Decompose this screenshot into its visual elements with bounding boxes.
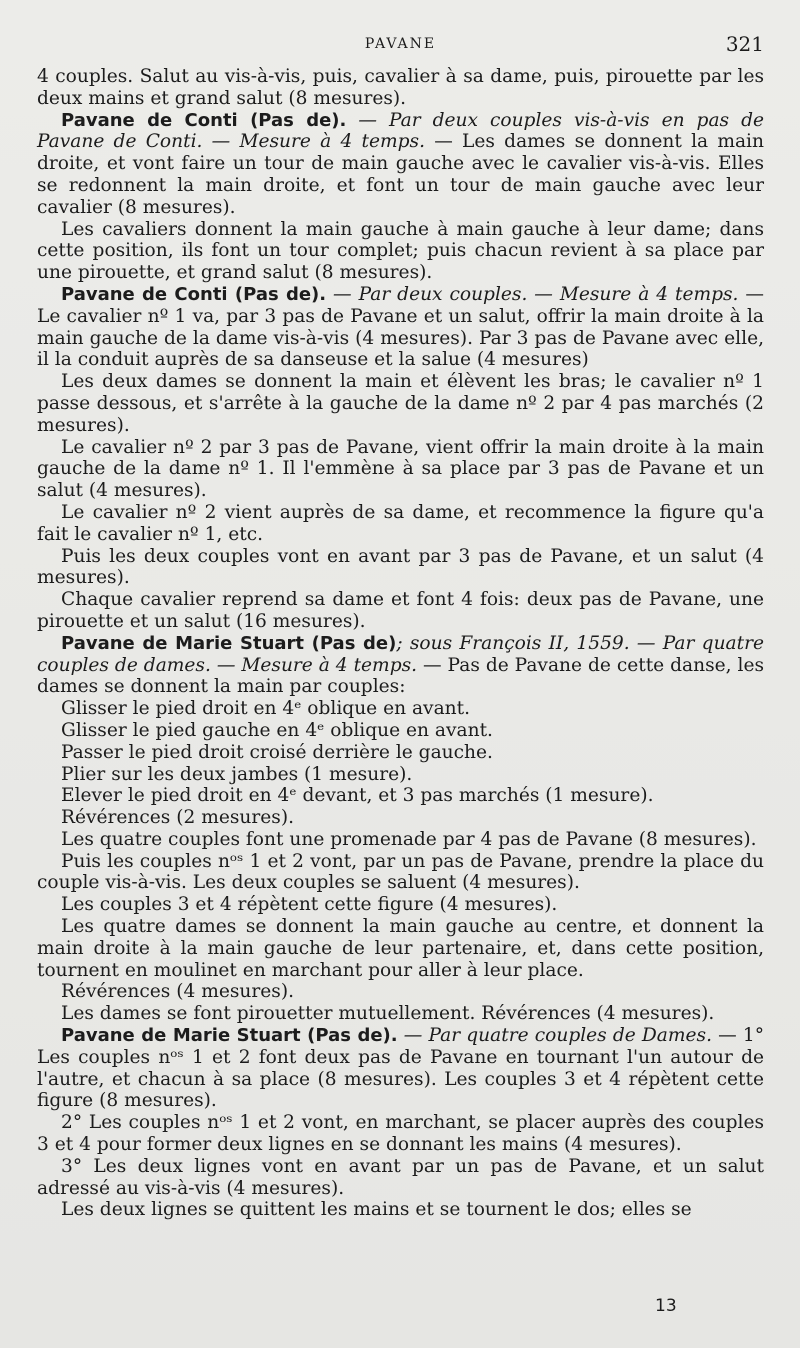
paragraph <box>37 894 764 916</box>
paragraph-text: Elever le pied droit en 4ᵉ devant, et 3 pas marchés (1 mesure). <box>61 785 654 807</box>
paragraph-continuation <box>37 66 764 110</box>
paragraph <box>37 589 764 633</box>
paragraph <box>37 851 764 895</box>
paragraph-text: Chaque cavalier reprend sa dame et font 4 fois: deux pas de Pavane, une pirouette et un salut (16 mesures). <box>37 589 764 632</box>
page-header <box>37 32 764 58</box>
paragraph-text: 4 couples. Salut au vis-à-vis, puis, cavalier à sa dame, puis, pirouette par les deux mains et grand salut (8 mesures). <box>37 66 764 109</box>
entry-title: Pavane de Marie Stuart (Pas de) <box>61 632 397 654</box>
entry-title: Pavane de Marie Stuart (Pas de). <box>61 1025 398 1047</box>
paragraph <box>37 1156 764 1200</box>
paragraph <box>37 764 764 786</box>
paragraph <box>37 720 764 742</box>
paragraph <box>37 807 764 829</box>
paragraph-text: Puis les deux couples vont en avant par 3 pas de Pavane, et un salut (4 mesures). <box>37 545 764 589</box>
paragraph-text: Les cavaliers donnent la main gauche à main gauche à leur dame; dans cette position, ils font un tour complet; puis chacun revient à sa place par une pirouette, et grand salut (8 mesures). <box>37 218 764 284</box>
entry-paragraph <box>37 633 764 698</box>
page-number: 321 <box>725 32 764 56</box>
paragraph-text: Glisser le pied gauche en 4ᵉ oblique en avant. <box>61 719 493 741</box>
paragraph <box>37 916 764 981</box>
entry-subtitle: ; sous François II, 1559. — Par quatre couples de dames. — Mesure à 4 temps. <box>37 632 764 676</box>
paragraph-text: Puis les couples nᵒˢ 1 et 2 vont, par un pas de Pavane, prendre la place du couple vis-à-vis. Les deux couples se saluent (4 mesures). <box>37 850 764 894</box>
entry-paragraph <box>37 284 764 371</box>
paragraph <box>37 981 764 1003</box>
paragraph-text: Révérences (2 mesures). <box>61 807 294 829</box>
paragraph-text: Les deux lignes se quittent les mains et se tournent le dos; elles se <box>61 1199 692 1221</box>
paragraph-text: Révérences (4 mesures). <box>61 981 294 1003</box>
paragraph-text: 3° Les deux lignes vont en avant par un pas de Pavane, et un salut adressé au vis-à-vis (4 mesures). <box>37 1155 764 1199</box>
entry-subtitle: — Par quatre couples de Dames. <box>397 1025 712 1047</box>
paragraph <box>37 785 764 807</box>
paragraph <box>37 1199 764 1221</box>
entry-title: Pavane de Conti (Pas de). <box>61 283 327 305</box>
paragraph <box>37 1003 764 1025</box>
paragraph <box>37 742 764 764</box>
paragraph-text: Les deux dames se donnent la main et élèvent les bras; le cavalier nº 1 passe dessous, et s'arrête à la gauche de la dame nº 2 par 4 pas marchés (2 mesures). <box>37 371 764 436</box>
paragraph-text: 2° Les couples nᵒˢ 1 et 2 vont, en marchant, se placer auprès des couples 3 et 4 pour former deux lignes en se donnant les mains (4 mesures). <box>37 1112 764 1156</box>
entry-subtitle: — Par deux couples vis-à-vis en pas de Pavane de Conti. — Mesure à 4 temps. <box>37 109 764 153</box>
paragraph-text: — 1° Les couples nᵒˢ 1 et 2 font deux pas de Pavane en tournant l'un autour de l'autre, et chacun à sa place (8 mesures). Les couples 3 et 4 répètent cette figure (8 mesures). <box>37 1025 764 1112</box>
paragraph-text: Plier sur les deux jambes (1 mesure). <box>61 763 413 785</box>
paragraph <box>37 502 764 546</box>
paragraph-text: Les dames se font pirouetter mutuellement. Révérences (4 mesures). <box>61 1003 715 1025</box>
paragraph <box>37 371 764 436</box>
entry-title: Pavane de Conti (Pas de). <box>61 109 347 131</box>
paragraph <box>37 546 764 590</box>
paragraph-text: Les quatre dames se donnent la main gauche au centre, et donnent la main droite à la main gauche de leur partenaire, et, dans cette position, tournent en moulinet en marchant pour aller à leur place. <box>37 916 764 981</box>
page-body <box>37 66 764 1221</box>
paragraph <box>37 698 764 720</box>
paragraph <box>37 829 764 851</box>
entry-paragraph <box>37 110 764 219</box>
paragraph-text: — Pas de Pavane de cette danse, les dames se donnent la main par couples: <box>37 654 764 698</box>
signature-mark: 13 <box>655 1296 677 1316</box>
paragraph <box>37 219 764 284</box>
paragraph-text: Le cavalier nº 2 par 3 pas de Pavane, vient offrir la main droite à la main gauche de la dame nº 1. Il l'emmène à sa place par 3 pas de Pavane et un salut (4 mesures). <box>37 436 764 502</box>
paragraph-text: — Les dames se donnent la main droite, et vont faire un tour de main gauche avec le cavalier vis-à-vis. Elles se redonnent la main droite, et font un tour de main gauche avec leur cavalier (8 mesures). <box>37 131 764 218</box>
paragraph-text: — Le cavalier nº 1 va, par 3 pas de Pavane et un salut, offrir la main droite à la main gauche de la dame vis-à-vis (4 mesures). Par 3 pas de Pavane avec elle, il la conduit auprès de sa danseuse et la salue (4 mesures) <box>37 283 764 371</box>
entry-paragraph <box>37 1025 764 1112</box>
paragraph-text: Les couples 3 et 4 répètent cette figure (4 mesures). <box>61 894 558 916</box>
paragraph <box>37 1112 764 1156</box>
running-title: PAVANE <box>364 36 437 52</box>
paragraph <box>37 437 764 502</box>
paragraph-text: Passer le pied droit croisé derrière le gauche. <box>61 741 493 763</box>
paragraph-text: Les quatre couples font une promenade par 4 pas de Pavane (8 mesures). <box>61 828 757 850</box>
entry-subtitle: — Par deux couples. — Mesure à 4 temps. <box>326 283 739 305</box>
paragraph-text: Glisser le pied droit en 4ᵉ oblique en avant. <box>61 698 471 720</box>
paragraph-text: Le cavalier nº 2 vient auprès de sa dame, et recommence la figure qu'a fait le cavalier nº 1, etc. <box>37 501 764 545</box>
